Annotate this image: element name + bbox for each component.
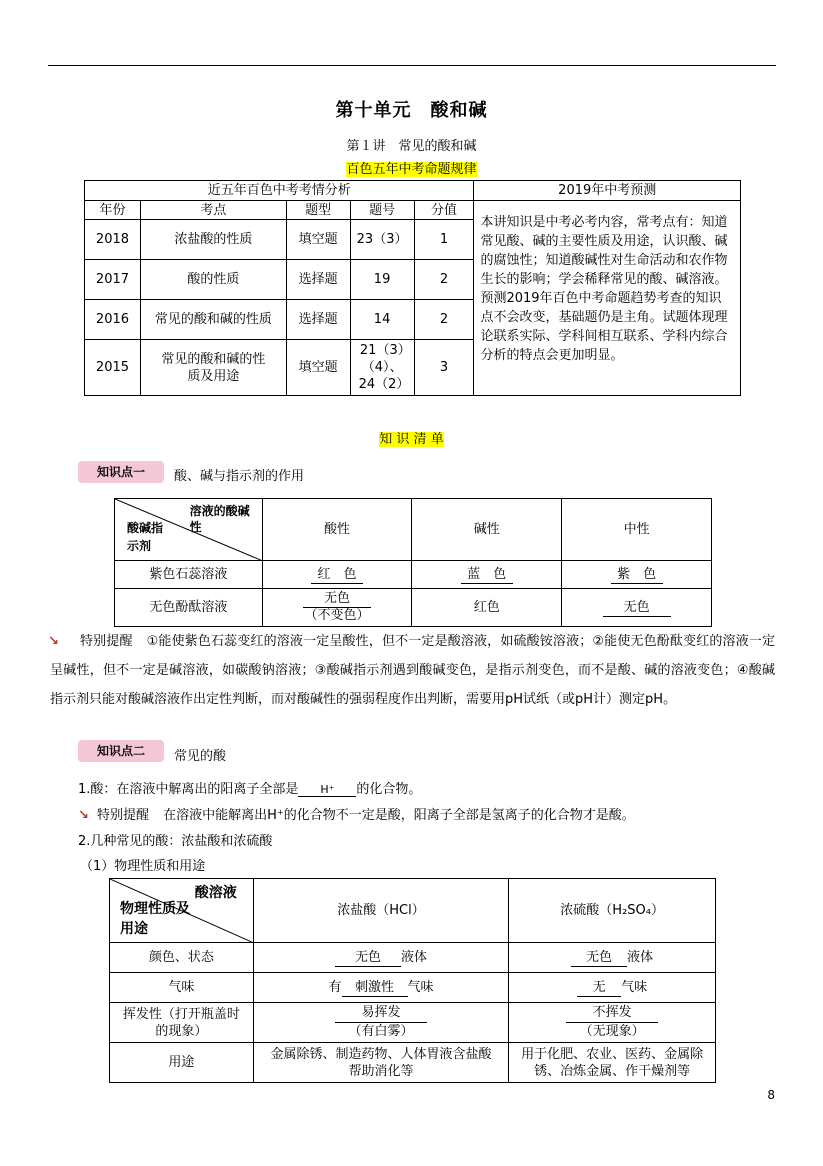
cell-neutral	[562, 589, 712, 627]
analysis-right-header: 2019年中考预测	[474, 181, 741, 201]
answer-blank: 无	[577, 979, 621, 997]
cell-type: 选择题	[286, 260, 350, 300]
acid-corner-cell	[110, 879, 254, 943]
cell-score: 1	[414, 220, 474, 260]
answer-blank: 无色	[571, 949, 627, 967]
answer-blank: 无色	[603, 599, 671, 617]
post: 气味	[621, 979, 648, 995]
cell-type: 选择题	[286, 300, 350, 340]
indicator-name: 无色酚酞溶液	[115, 589, 263, 627]
cell-year: 2017	[85, 260, 141, 300]
cell-h2so4-use: 用于化肥、农业、医药、金属除锈、冶炼金属、作干燥剂等	[509, 1043, 716, 1083]
tip-label: 特别提醒	[80, 634, 133, 649]
col-acid: 酸性	[262, 499, 412, 561]
indicator-corner-cell	[115, 499, 263, 561]
col-neutral: 中性	[562, 499, 712, 561]
analysis-table	[84, 180, 741, 396]
kp1-badge: 知识点一	[78, 461, 164, 483]
property-name: 挥发性（打开瓶盖时的现象）	[110, 1003, 254, 1043]
tip-text: 在溶液中能解离出H⁺的化合物不一定是酸，阳离子全部是氢离子的化合物才是酸。	[163, 808, 635, 823]
answer-blank: 蓝 色	[461, 566, 513, 584]
cell-h2so4	[509, 943, 716, 973]
cell-no: 14	[350, 300, 414, 340]
page-title: 第十单元 酸和碱	[335, 100, 488, 121]
acid-definition	[78, 778, 421, 797]
cell-base: 红色	[412, 589, 562, 627]
tip-arrow-icon: ↘	[48, 634, 59, 649]
table-row	[110, 943, 716, 973]
analysis-left-header: 近五年百色中考考情分析	[85, 181, 474, 201]
table-row	[110, 973, 716, 1003]
cell-point: 常见的酸和碱的性质及用途	[140, 340, 286, 396]
answer-blank: 紫 色	[611, 566, 663, 584]
tip-arrow-icon: ↘	[78, 808, 89, 823]
cell-h2so4	[509, 1003, 716, 1043]
cell-score: 3	[414, 340, 474, 396]
table-row	[115, 589, 712, 627]
tip-text: ①能使紫色石蕊变红的溶液一定呈酸性，但不一定是酸溶液，如硫酸铵溶液；②能使无色酚酞变红的溶液一定呈碱性，但不一定是碱溶液，如碳酸钠溶液；③酸碱指示剂遇到酸碱变色，是指示剂变色，而不是酸、碱的溶液变色；④酸碱指示剂只能对酸碱溶液作出定性判断，而对酸碱性的强弱程度作出判断，需要用pH试纸（或pH计）测定pH。	[50, 634, 775, 707]
answer-note: （不变色）	[304, 608, 370, 623]
cell-year: 2016	[85, 300, 141, 340]
corner-top-label: 溶液的酸碱性	[189, 504, 250, 534]
property-name: 颜色、状态	[110, 943, 254, 973]
section-heading	[0, 158, 823, 177]
col-hcl: 浓盐酸（HCl）	[253, 879, 509, 943]
tip-label: 特别提醒	[97, 808, 150, 823]
table-row	[115, 561, 712, 589]
answer-blank: 不挥发	[566, 1004, 658, 1023]
kp1-tip	[50, 627, 775, 714]
cell-base	[412, 561, 562, 589]
cell-hcl	[253, 973, 509, 1003]
post: 液体	[627, 949, 654, 965]
table-row	[110, 1003, 716, 1043]
kp2-tip	[78, 804, 635, 823]
cell-type: 填空题	[286, 340, 350, 396]
col-point: 考点	[140, 201, 286, 220]
item-2-1: （1）物理性质和用途	[80, 859, 206, 874]
pre: 有	[328, 979, 342, 995]
cell-neutral	[562, 561, 712, 589]
col-year: 年份	[85, 201, 141, 220]
post: 气味	[407, 979, 434, 995]
answer-blank: 无色	[335, 949, 401, 967]
prediction-text: 本讲知识是中考必考内容，常考点有：知道常见酸、碱的主要性质及用途，认识酸、碱的腐蚀性；知道酸碱性对生命活动和农作物生长的影响；学会稀释常见的酸、碱溶液。预测2019年百色中考命题趋势考查的知识点不会改变，基础题仍是主角。试题体现理论联系实际、学科间相互联系、学科内综合分析的特点会更加明显。	[474, 201, 741, 396]
indicator-table	[114, 498, 712, 627]
top-rule	[48, 65, 776, 66]
cell-no: 23（3）	[350, 220, 414, 260]
answer-note: （有白雾）	[348, 1024, 414, 1039]
item-2: 2.几种常见的酸：浓盐酸和浓硫酸	[78, 834, 273, 849]
cell-h2so4	[509, 973, 716, 1003]
indicator-name: 紫色石蕊溶液	[115, 561, 263, 589]
cell-point: 浓盐酸的性质	[140, 220, 286, 260]
col-type: 题型	[286, 201, 350, 220]
def-post: 的化合物。	[356, 782, 422, 797]
property-name: 气味	[110, 973, 254, 1003]
cell-score: 2	[414, 260, 474, 300]
answer-blank: 红 色	[311, 566, 363, 584]
acid-property-table	[109, 878, 716, 1083]
corner-left-label: 酸碱指示剂	[127, 521, 164, 553]
col-base: 碱性	[412, 499, 562, 561]
cell-no: 21（3）（4）、24（2）	[350, 340, 414, 396]
cell-year: 2015	[85, 340, 141, 396]
answer-blank: 刺激性	[342, 979, 408, 997]
col-score: 分值	[414, 201, 474, 220]
cell-hcl-use: 金属除锈、制造药物、人体胃液含盐酸帮助消化等	[253, 1043, 509, 1083]
knowledge-list-heading	[0, 428, 823, 447]
cell-hcl	[253, 1003, 509, 1043]
cell-point: 酸的性质	[140, 260, 286, 300]
cell-type: 填空题	[286, 220, 350, 260]
answer-blank: 无色	[303, 591, 371, 608]
kp2-title: 常见的酸	[174, 749, 227, 764]
def-pre: 1.酸：在溶液中解离出的阳离子全部是	[78, 782, 299, 797]
corner-top-label: 酸溶液	[194, 885, 237, 901]
corner-left-label: 物理性质及用途	[120, 901, 190, 937]
cell-hcl	[253, 943, 509, 973]
col-no: 题号	[350, 201, 414, 220]
property-name: 用途	[110, 1043, 254, 1083]
page-number: 8	[767, 1088, 775, 1102]
cell-year: 2018	[85, 220, 141, 260]
cell-score: 2	[414, 300, 474, 340]
table-row	[110, 1043, 716, 1083]
col-h2so4: 浓硫酸（H₂SO₄）	[509, 879, 716, 943]
section-rule-label: 百色五年中考命题规律	[346, 162, 477, 177]
cell-no: 19	[350, 260, 414, 300]
answer-note: （无现象）	[579, 1024, 645, 1039]
kp2-badge: 知识点二	[78, 740, 164, 762]
lesson-subtitle: 第１讲 常见的酸和碱	[346, 139, 477, 154]
knowledge-list-label: 知 识 清 单	[379, 432, 444, 447]
post: 液体	[401, 949, 428, 965]
cell-acid	[262, 561, 412, 589]
answer-blank: H⁺	[298, 783, 356, 797]
answer-blank: 易挥发	[335, 1004, 427, 1023]
cell-point: 常见的酸和碱的性质	[140, 300, 286, 340]
cell-acid	[262, 589, 412, 627]
kp1-title: 酸、碱与指示剂的作用	[174, 469, 305, 484]
